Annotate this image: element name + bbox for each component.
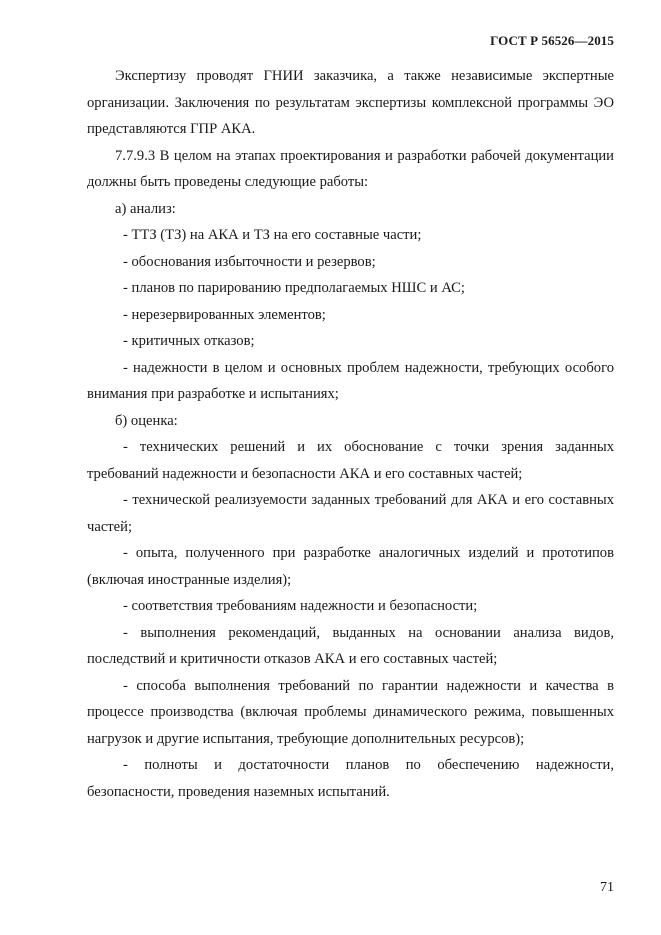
list-item: - надежности в целом и основных проблем надежности, требующих особого внимания при разработке и испытаниях; xyxy=(87,359,614,402)
list-item: - полноты и достаточности планов по обеспечению надежности, безопасности, проведения наземных испытаний. xyxy=(87,757,614,800)
list-heading: б) оценка: xyxy=(115,412,178,429)
list-item: - нерезервированных элементов; xyxy=(123,306,326,323)
list-item: - способа выполнения требований по гарантии надежности и качества в процессе производства (включая проблемы динамического режима, повышенных нагрузок и другие испытания, требующие дополнительных ресурсов); xyxy=(87,677,614,747)
paragraph: Экспертизу проводят ГНИИ заказчика, а также независимые экспертные организации. Заключения по результатам экспертизы комплексной программы ЭО представляются ГПР АКА. xyxy=(87,68,614,137)
list-item: - критичных отказов; xyxy=(123,333,255,349)
page-number: 71 xyxy=(600,880,614,895)
list-item: - опыта, полученного при разработке аналогичных изделий и прототипов (включая иностранные изделия); xyxy=(87,545,614,588)
document-header: ГОСТ Р 56526—2015 xyxy=(490,33,614,48)
list-item: - технической реализуемости заданных требований для АКА и его составных частей; xyxy=(87,492,614,535)
list-item: - выполнения рекомендаций, выданных на основании анализа видов, последствий и критичности отказов АКА и его составных частей; xyxy=(87,624,614,667)
list-item: - технических решений и их обоснование с точки зрения заданных требований надежности и безопасности АКА и его составных частей; xyxy=(87,439,614,482)
list-item: - обоснования избыточности и резервов; xyxy=(123,253,376,270)
list-item: - ТТЗ (ТЗ) на АКА и ТЗ на его составные части; xyxy=(123,227,422,243)
paragraph: 7.7.9.3 В целом на этапах проектирования и разработки рабочей документации должны быть проведены следующие работы: xyxy=(87,147,614,190)
list-heading: а) анализ: xyxy=(115,200,176,217)
page-body xyxy=(87,63,614,805)
list-item: - соответствия требованиям надежности и безопасности; xyxy=(123,598,478,614)
list-item: - планов по парированию предполагаемых НШС и АС; xyxy=(123,280,465,296)
